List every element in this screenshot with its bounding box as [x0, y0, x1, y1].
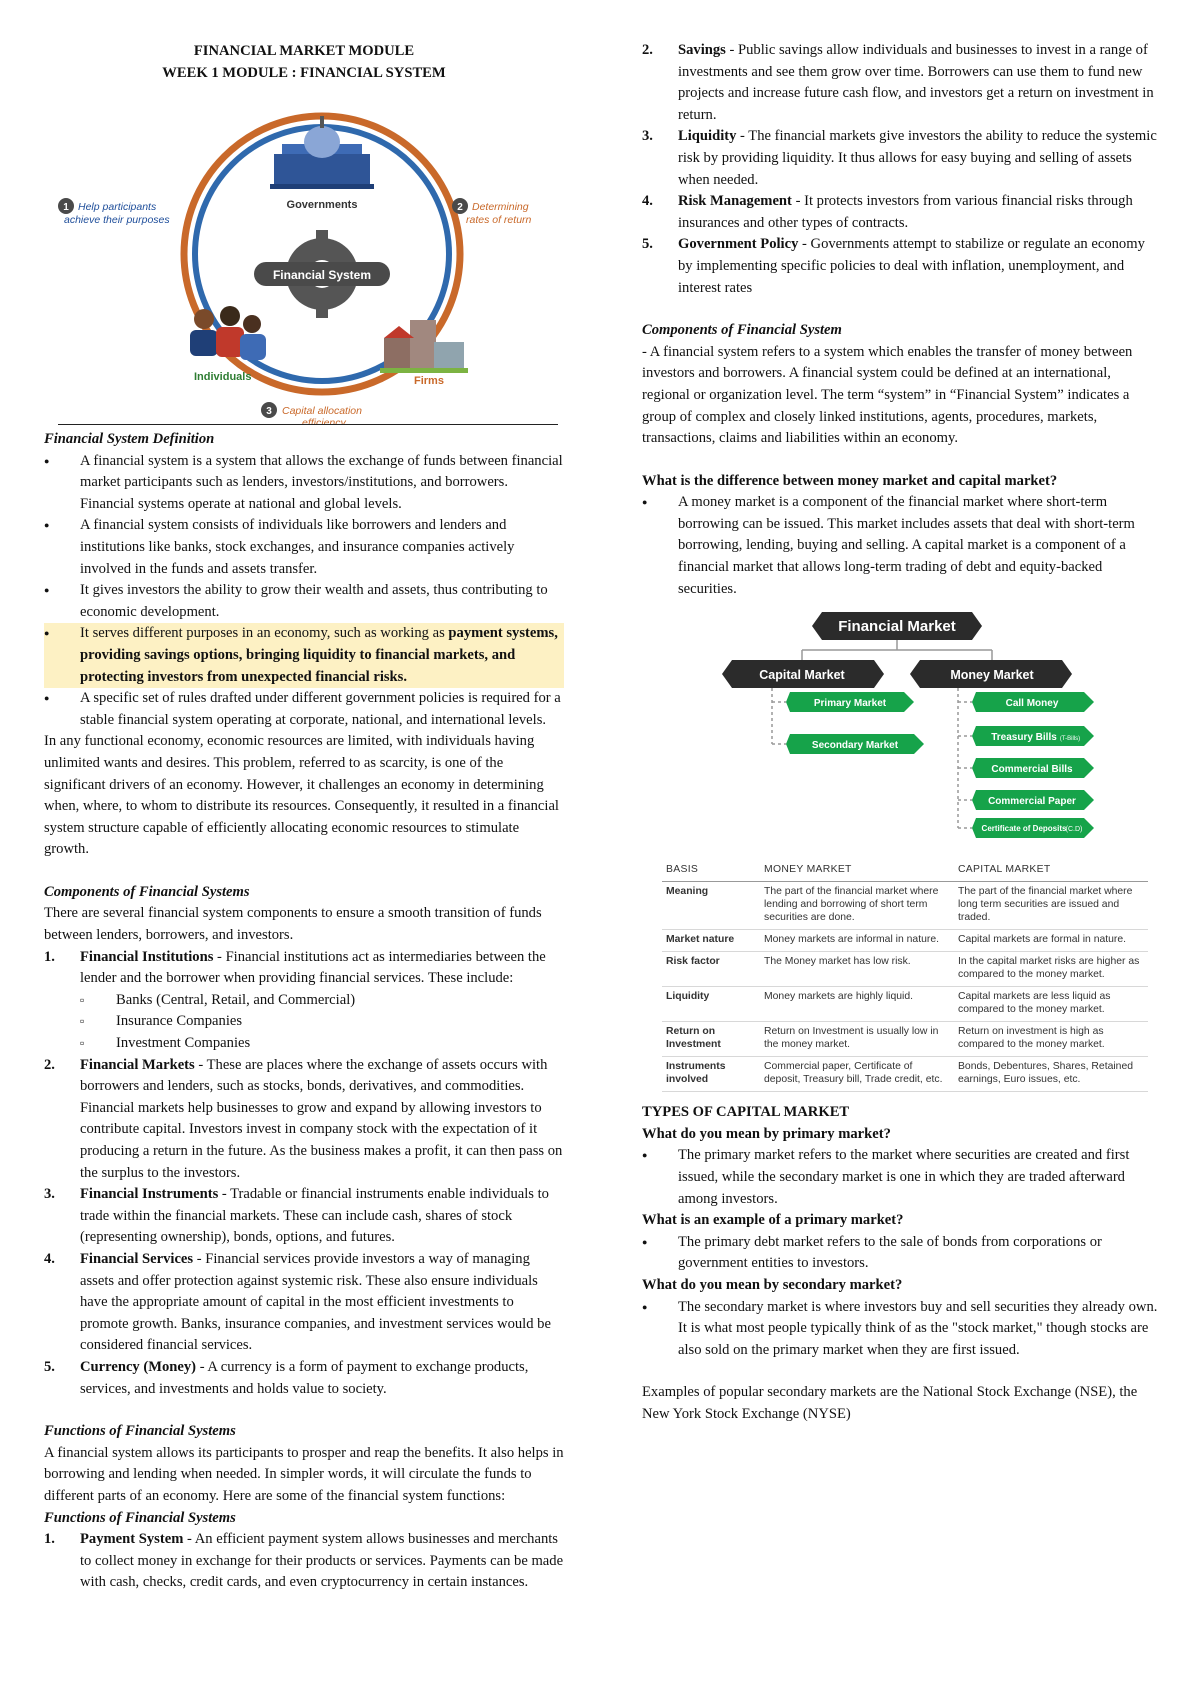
function-title: Government Policy [678, 236, 799, 253]
function-text: - Public savings allow individuals and businesses to invest in a range of investments and see them grow over time. Borrowers can use them to fund new projects and increase future cash flow, and investors get a return on investment in return. [678, 42, 1154, 123]
table-cell: Capital markets are less liquid as compared to the money market. [954, 987, 1148, 1022]
components-intro: There are several financial system components to ensure a smooth transition of funds between lenders, borrowers, and investors. [44, 905, 542, 944]
root-node-label: Financial Market [838, 618, 956, 636]
document-subtitle: WEEK 1 MODULE : FINANCIAL SYSTEM [162, 65, 446, 81]
primary-market-label: Primary Market [813, 698, 887, 710]
function-title: Risk Management [678, 193, 792, 210]
treasury-bills-label: Treasury Bills [991, 732, 1057, 744]
purpose-3-line1: Capital allocation [282, 405, 362, 417]
table-row [662, 952, 1148, 987]
component-number: 4. [44, 1250, 55, 1267]
financial-market-tree-svg [652, 600, 1152, 860]
component-item-4 [44, 1249, 564, 1357]
table-header-row [662, 860, 1148, 882]
functions-list-part2 [642, 40, 1162, 299]
table-cell: Money markets are highly liquid. [760, 987, 954, 1022]
purpose-1-line1: Help participants [78, 201, 157, 213]
function-number: 3. [642, 128, 653, 145]
difference-bullet: ● A money market is a component of the financial market where short-term borrowing can be issued. This market includes assets that deal with short-term borrowing, lending, buying and selling. A capital market is a component of a financial market that allows long-term trading of debt and equity-backed securities. [642, 492, 1162, 600]
left-column [44, 40, 564, 1594]
functions-heading: Functions of Financial Systems [44, 1423, 236, 1440]
component-text: - A currency is a form of payment to exchange products, services, and investments and holds value to society. [80, 1358, 529, 1397]
purpose-2-number: 2 [457, 202, 463, 213]
question-3: What do you mean by secondary market? [642, 1277, 903, 1293]
component-title: Financial Services [80, 1250, 194, 1267]
answer-2: ● The primary debt market refers to the sale of bonds from corporations or government entities to investors. [642, 1232, 1162, 1275]
definition-list [44, 451, 564, 732]
table-cell: Return on Investment is usually low in the money market. [760, 1022, 954, 1057]
component-number: 3. [44, 1186, 55, 1203]
section-divider [58, 424, 558, 425]
component-title: Financial Institutions [80, 948, 214, 965]
function-title: Savings [678, 42, 726, 58]
document-title: FINANCIAL MARKET MODULE [193, 43, 415, 59]
function-item-5 [642, 234, 1162, 299]
table-cell: Return on investment is high as compared to the money market. [954, 1022, 1148, 1057]
component-title: Financial Instruments [80, 1186, 219, 1203]
function-text: - The financial markets give investors the ability to reduce the systemic risk by providing liquidity. It thus allows for easy buying and selling of assets when needed. [678, 128, 1157, 188]
certificate-of-deposits-suffix: (C.D) [1065, 826, 1083, 834]
function-number: 4. [642, 193, 653, 210]
purpose-3-line2: efficiency [302, 417, 346, 424]
question-1: What do you mean by primary market? [642, 1125, 891, 1142]
capital-market-label: Capital Market [759, 668, 845, 683]
table-header-cell: CAPITAL MARKET [954, 860, 1148, 882]
component-text: - Financial institutions act as intermediaries between the lender and the borrower when providing financial services. These include: [80, 948, 546, 987]
financial-system-diagram [44, 84, 564, 424]
table-cell: Liquidity [662, 987, 760, 1022]
table-row [662, 987, 1148, 1022]
types-heading: TYPES OF CAPITAL MARKET [642, 1104, 850, 1121]
function-item-4 [642, 191, 1162, 234]
commercial-paper-label: Commercial Paper [988, 796, 1076, 808]
table-cell: Meaning [662, 882, 760, 930]
functions-intro: A financial system allows its participants to prosper and reap the benefits. It also helps in borrowing and lending when needed. In simpler words, it will circulate the funds to different parts of an economy. Here are some of the financial system functions: [44, 1444, 564, 1504]
table-row [662, 1057, 1148, 1092]
firms-label: Firms [414, 375, 444, 387]
definition-bullet-4-highlighted [44, 623, 564, 688]
component-number: 1. [44, 948, 55, 965]
definition-bullet-1: ● A financial system is a system that allows the exchange of funds between financial market participants such as lenders, investors/institutions, and borrowers. Financial systems operate at national and global levels. [44, 451, 564, 516]
purpose-1-number: 1 [63, 202, 69, 213]
component-item-3 [44, 1184, 564, 1249]
highlight-bold-text: payment systems, providing savings options, bringing liquidity to financial markets, and protecting investors from unexpected financial risks. [80, 625, 558, 685]
component-text: - These are places where the exchange of assets occurs with borrowers and lenders, such as stocks, bonds, derivatives, and commodities. Financial markets help businesses to grow and expand by allowing investors to contribute capital. Investors invest in company stock with the expectation of it producing a return in the future. As the business makes a profit, it can then pass on the surplus to the investors. [80, 1056, 563, 1181]
table-cell: Risk factor [662, 952, 760, 987]
table-row [662, 882, 1148, 930]
function-title: Liquidity [678, 128, 737, 145]
difference-list [642, 492, 1162, 600]
table-cell: The part of the financial market where long term securities are issued and traded. [954, 882, 1148, 930]
purpose-1-line2: achieve their purposes [64, 214, 170, 226]
certificate-of-deposits-label: Certificate of Deposits [981, 824, 1067, 834]
answer-3: ● The secondary market is where investors buy and sell securities they already own. It is what most people typically think of as the "stock market," though stocks are also sold on the primary market when they are first issued. [642, 1297, 1162, 1362]
component-sub-item-2: ▫ Insurance Companies [44, 1011, 564, 1033]
component-sub-item-3: ▫ Investment Companies [44, 1033, 564, 1055]
secondary-market-examples: Examples of popular secondary markets are the National Stock Exchange (NSE), the New York Stock Exchange (NYSE) [642, 1384, 1138, 1422]
function-title: Payment System [80, 1531, 184, 1548]
governments-label: Governments [286, 199, 358, 211]
functions-heading-2: Functions of Financial Systems [44, 1509, 236, 1526]
financial-system-diagram-svg [44, 84, 564, 424]
highlight-text: It serves different purposes in an economy, such as working as [80, 625, 449, 642]
component-number: 2. [44, 1056, 55, 1073]
component-item-2 [44, 1055, 564, 1185]
component-text: - Financial services provide investors a way of managing assets and offer protection against systemic risk. These also ensure individuals have the appropriate amount of capital in the most efficient investments to promote growth. Banks, insurance companies, and investment services would be considered financial services. [80, 1250, 551, 1354]
table-header-cell: MONEY MARKET [760, 860, 954, 882]
answer-1: ● The primary market refers to the market where securities are created and first issued, while the secondary market is one in which they are traded afterward among investors. [642, 1145, 1162, 1210]
table-cell: Money markets are informal in nature. [760, 930, 954, 952]
functions-list-part1 [44, 1529, 564, 1594]
financial-market-tree-diagram [652, 600, 1172, 860]
table-cell: Market nature [662, 930, 760, 952]
answer-2-list [642, 1232, 1162, 1275]
function-text: - An efficient payment system allows businesses and merchants to collect money in exchange for their products or services. Payments can be made with cash, checks, credit cards, and even cryptocurrency in certain instances. [80, 1531, 564, 1591]
table-cell: Instruments involved [662, 1057, 760, 1092]
component-title: Currency (Money) [80, 1358, 197, 1375]
individuals-label: Individuals [194, 371, 252, 383]
question-2: What is an example of a primary market? [642, 1212, 904, 1229]
people-icon [190, 306, 266, 360]
right-column [642, 40, 1162, 1426]
secondary-market-label: Secondary Market [811, 740, 899, 752]
capital-children-connector [772, 688, 786, 744]
purpose-2-line1: Determining [472, 201, 529, 213]
definition-heading: Financial System Definition [44, 431, 215, 447]
function-item-3 [642, 126, 1162, 191]
treasury-bills-suffix: (T-Bills) [1059, 736, 1081, 743]
definition-bullet-5: ● A specific set of rules drafted under different government policies is required for a stable financial system operating at corporate, national, and international levels. [44, 688, 564, 731]
component-sub-item-1: ▫ Banks (Central, Retail, and Commercial) [44, 990, 564, 1012]
function-item-1 [44, 1529, 564, 1594]
component-item-1 [44, 947, 564, 990]
components-heading: Components of Financial Systems [44, 883, 250, 900]
money-vs-capital-table [662, 860, 1148, 1092]
component-number: 5. [44, 1358, 55, 1375]
function-text: - It protects investors from various financial risks through insurances and other types of contracts. [678, 193, 1133, 231]
table-cell: The Money market has low risk. [760, 952, 954, 987]
table-row [662, 1022, 1148, 1057]
function-number: 5. [642, 236, 653, 253]
table-cell: Capital markets are formal in nature. [954, 930, 1148, 952]
table-cell: Bonds, Debentures, Shares, Retained earnings, Euro issues, etc. [954, 1057, 1148, 1092]
component-item-5 [44, 1357, 564, 1400]
components-system-heading: Components of Financial System [642, 322, 842, 339]
table-cell: In the capital market risks are higher as compared to the money market. [954, 952, 1148, 987]
firms-buildings-icon [380, 320, 468, 373]
difference-heading: What is the difference between money market and capital market? [642, 472, 1058, 489]
capitol-building-icon [270, 116, 374, 189]
table-row [662, 930, 1148, 952]
component-text: - Tradable or financial instruments enable individuals to trade within the financial markets. These can include cash, shares of stock (representing ownership), bonds, options, and futures. [80, 1186, 549, 1246]
commercial-bills-label: Commercial Bills [991, 764, 1073, 776]
call-money-label: Call Money [1005, 698, 1059, 710]
answer-3-list [642, 1297, 1162, 1362]
component-title: Financial Markets [80, 1056, 195, 1073]
function-number: 1. [44, 1531, 55, 1548]
function-item-2 [642, 40, 1162, 126]
definition-bullet-3: ● It gives investors the ability to grow their wealth and assets, thus contributing to economic development. [44, 580, 564, 623]
purpose-3-number: 3 [266, 406, 272, 417]
answer-1-list [642, 1145, 1162, 1210]
table-cell: The part of the financial market where lending and borrowing of short term securities are done. [760, 882, 954, 930]
table-header-cell: BASIS [662, 860, 760, 882]
purpose-2-line2: rates of return [466, 214, 532, 226]
table-cell: Return on Investment [662, 1022, 760, 1057]
root-connector [802, 640, 992, 660]
scarcity-paragraph: In any functional economy, economic resources are limited, with individuals having unlimited wants and desires. This problem, referred to as scarcity, is one of the significant drivers of an economy. However, it challenges an economy in determining when, where, to whom to distribute its resources. Consequently, it resulted in a financial system structure capable of efficiently allocating economic resources to stimulate growth. [44, 733, 559, 858]
function-number: 2. [642, 42, 653, 58]
components-list [44, 947, 564, 1400]
function-text: - Governments attempt to stabilize or regulate an economy by implementing specific policies to deal with inflation, unemployment, and interest rates [678, 236, 1145, 296]
table-cell: Commercial paper, Certificate of deposit, Treasury bill, Trade credit, etc. [760, 1057, 954, 1092]
money-children-connector [958, 688, 972, 828]
components-system-text: - A financial system refers to a system which enables the transfer of money between investors and borrowers. A financial system could be defined at an international, regional or organization level. The term “system” in “Financial System” indicates a group of complex and closely linked institutions, agents, procedures, markets, transactions, claims and liabilities within an economy. [642, 343, 1133, 447]
money-market-label: Money Market [950, 668, 1034, 683]
diagram-center-label: Financial System [272, 268, 372, 282]
definition-bullet-2: ● A financial system consists of individuals like borrowers and lenders and institutions like banks, stock exchanges, and insurance companies actively involved in the funds and assets transfer. [44, 515, 564, 580]
